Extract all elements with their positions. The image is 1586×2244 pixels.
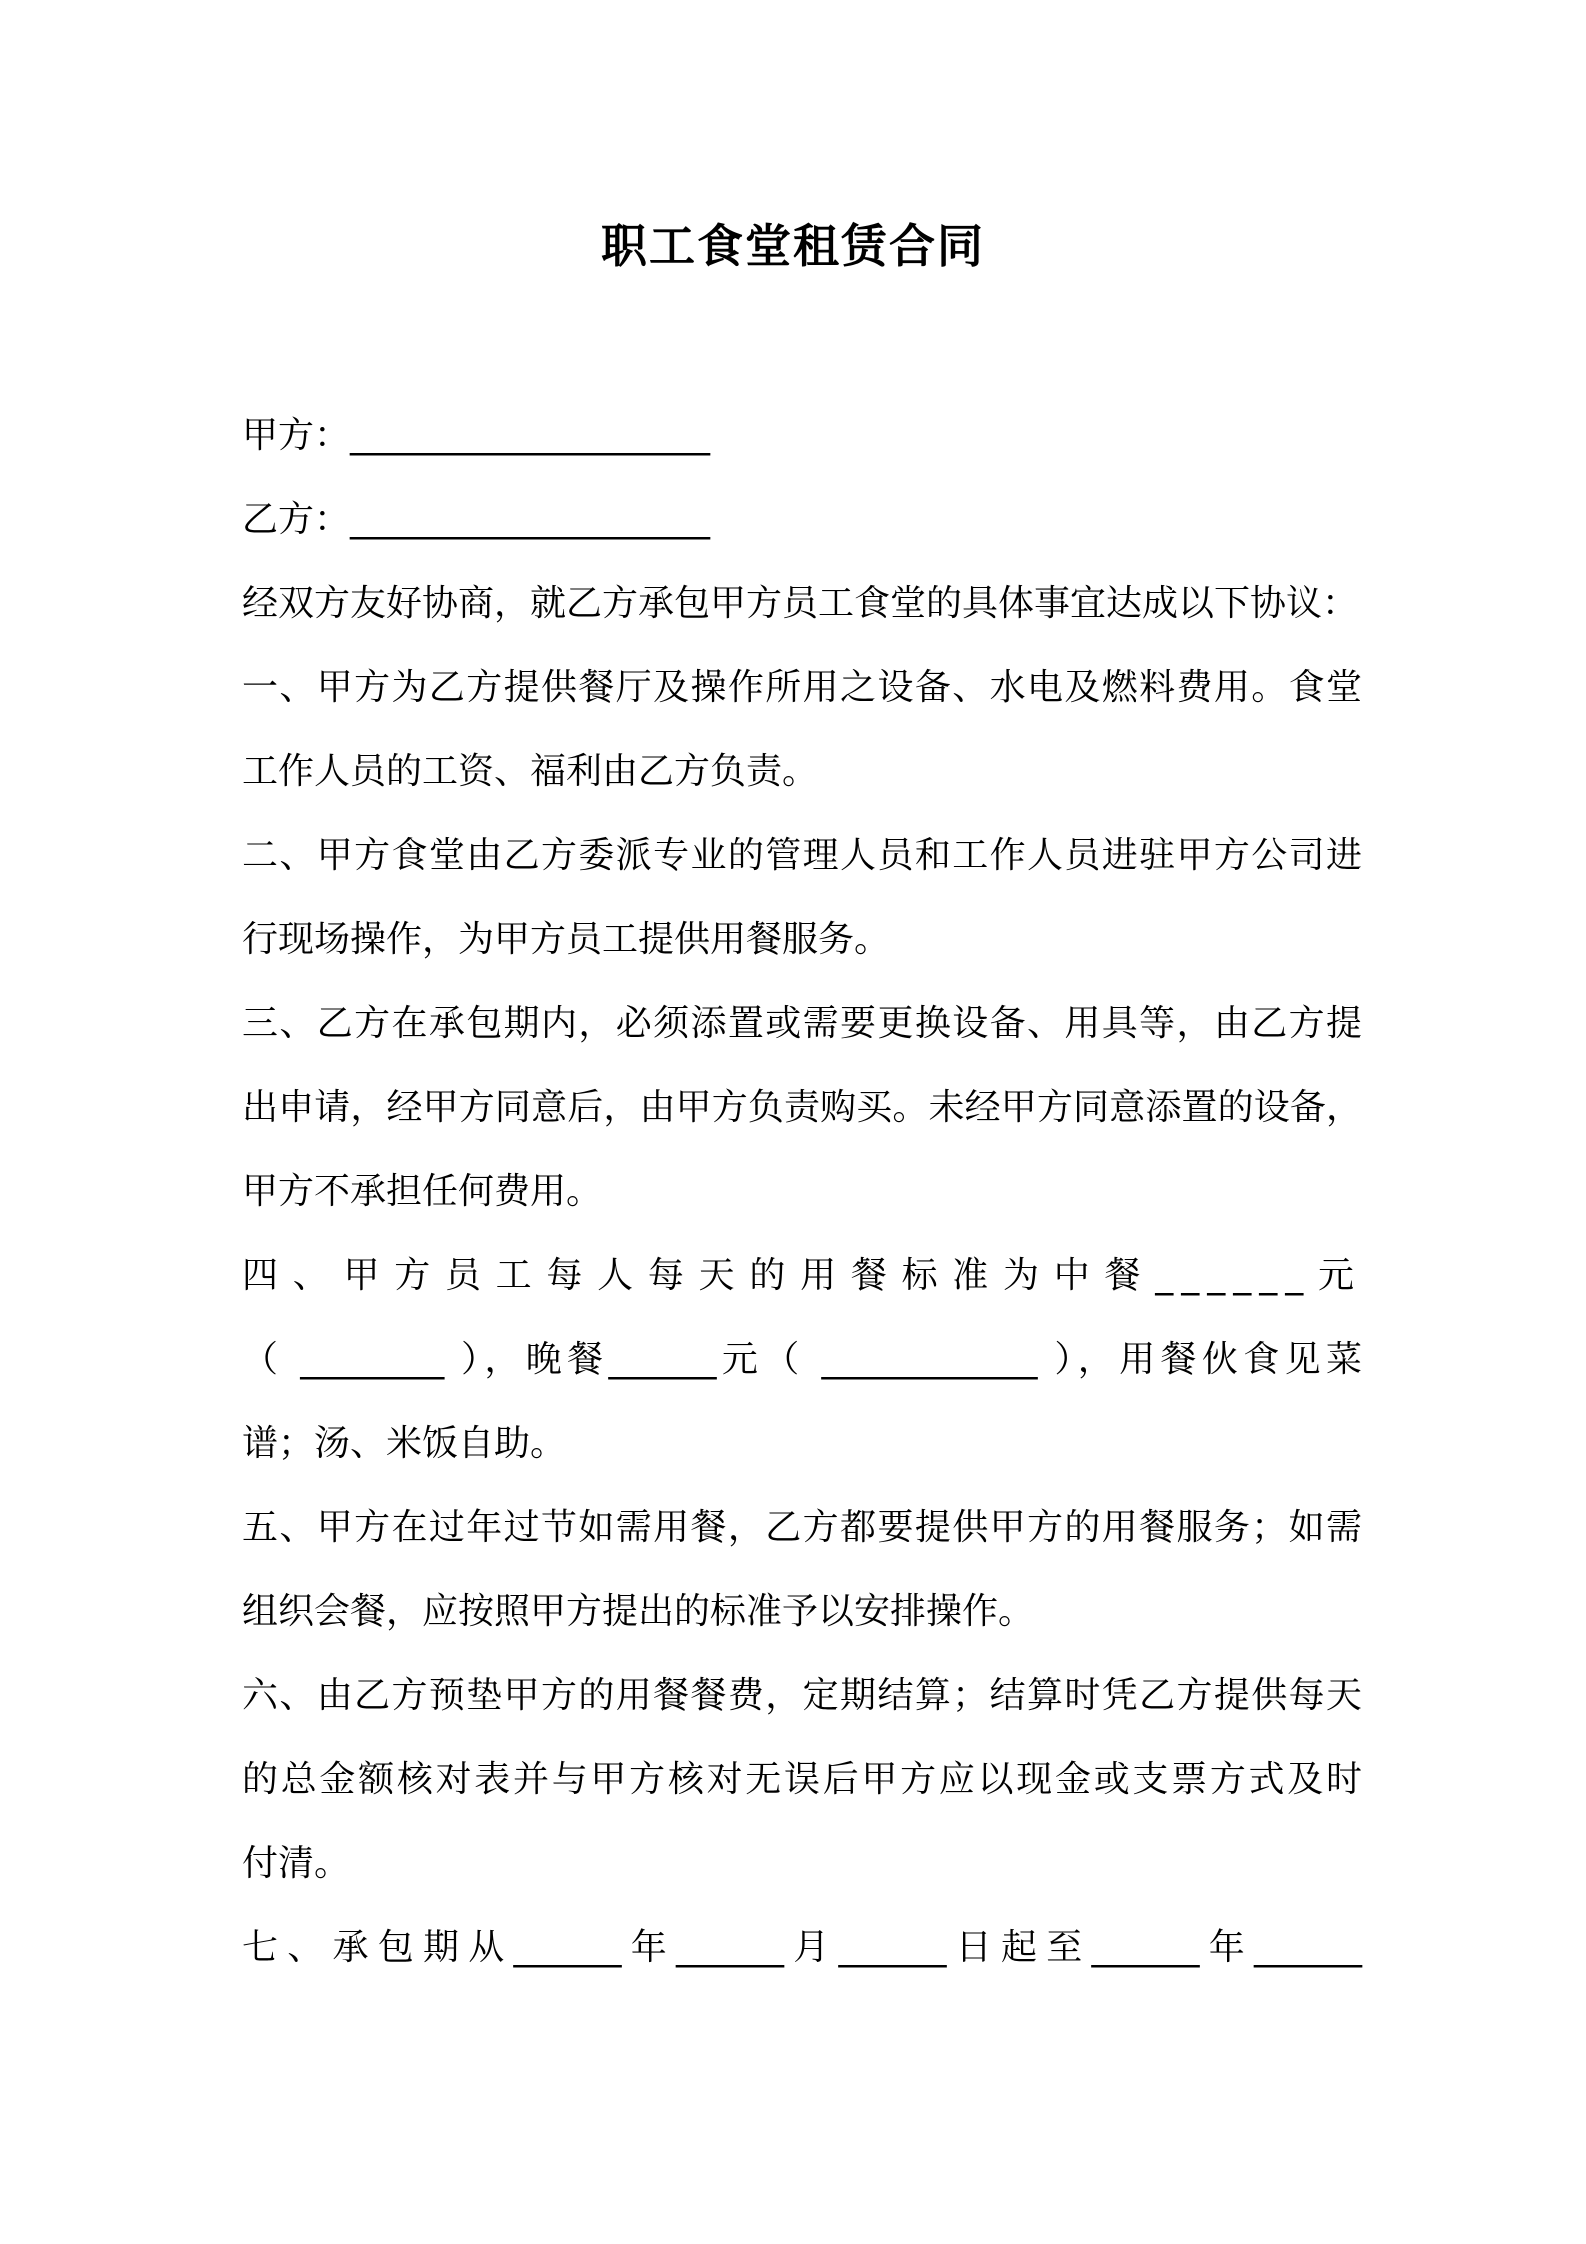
clause-1-line-2: 工作人员的工资、福利由乙方负责。 — [242, 751, 819, 792]
clause-4-line-2: （ ________ ），晚餐______元（ ____________ ），用餐伙食见菜 — [242, 1339, 1362, 1380]
clause-6-line-2: 的总金额核对表并与甲方核对无误后甲方应以现金或支票方式及时 — [242, 1759, 1362, 1800]
clause-2-line-2: 行现场操作，为甲方员工提供用餐服务。 — [242, 919, 891, 960]
party-b-line: 乙方：____________________ — [242, 499, 711, 540]
document-title: 职工食堂租赁合同 — [601, 219, 985, 273]
clause-1-line-1: 一、甲方为乙方提供餐厅及操作所用之设备、水电及燃料费用。食堂 — [242, 667, 1362, 708]
clause-2-line-1: 二、甲方食堂由乙方委派专业的管理人员和工作人员进驻甲方公司进 — [242, 835, 1362, 876]
clause-5-line-2: 组织会餐，应按照甲方提出的标准予以安排操作。 — [242, 1591, 1035, 1632]
clause-6-line-3: 付清。 — [242, 1843, 351, 1884]
clause-4-line-3: 谱；汤、米饭自助。 — [242, 1423, 567, 1464]
intro-paragraph: 经双方友好协商，就乙方承包甲方员工食堂的具体事宜达成以下协议： — [242, 583, 1359, 624]
clause-3-line-3: 甲方不承担任何费用。 — [242, 1171, 603, 1212]
clause-5-line-1: 五、甲方在过年过节如需用餐，乙方都要提供甲方的用餐服务；如需 — [242, 1507, 1362, 1548]
party-a-line: 甲方：____________________ — [242, 415, 711, 456]
clause-7-line-1: 七、承包期从______年______月______日起至______年______ — [242, 1927, 1362, 1968]
clause-6-line-1: 六、由乙方预垫甲方的用餐餐费，定期结算；结算时凭乙方提供每天 — [242, 1675, 1362, 1716]
clause-4-line-1: 四、甲方员工每人每天的用餐标准为中餐______元 — [242, 1255, 1362, 1296]
clause-3-line-2: 出申请，经甲方同意后，由甲方负责购买。未经甲方同意添置的设备， — [242, 1087, 1362, 1128]
clause-3-line-1: 三、乙方在承包期内，必须添置或需要更换设备、用具等，由乙方提 — [242, 1003, 1362, 1044]
